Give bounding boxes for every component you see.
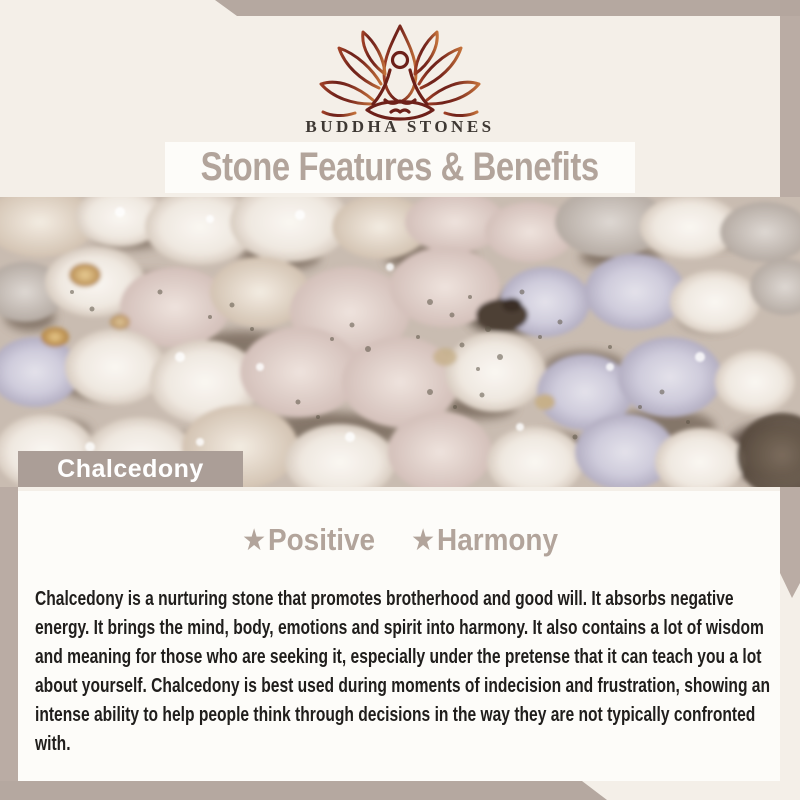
- brand-name: BUDDHA STONES: [305, 117, 495, 136]
- bottom-edge-accent: [0, 781, 607, 800]
- lotus-meditation-icon: [315, 16, 485, 120]
- feature-label: Positive: [268, 522, 376, 557]
- feature-harmony: [411, 522, 558, 558]
- star-icon: ★: [242, 523, 267, 557]
- stone-description: Chalcedony is a nurturing stone that promotes brotherhood and good will. It absorbs negative energy. It brings the mind, body, emotions and spirit into harmony. It also contains a lot of wisdom and meaning for those who are seeking it, especially under the pretense that it can teach you a lot about yourself. Chalcedony is best used during moments of indecision and frustration, showing an intense ability to help people think through decisions in the way they are not typically confronted with.: [35, 588, 771, 755]
- stone-photo: [0, 197, 800, 487]
- stone-name-badge: Chalcedony: [18, 451, 243, 487]
- feature-positive: [242, 522, 375, 558]
- title-banner: [165, 142, 635, 193]
- feature-keywords: [40, 522, 760, 558]
- top-edge-accent: [0, 0, 800, 16]
- feature-label: Harmony: [437, 522, 558, 557]
- star-icon: ★: [411, 523, 436, 557]
- page-title: Stone Features & Benefits: [200, 145, 600, 189]
